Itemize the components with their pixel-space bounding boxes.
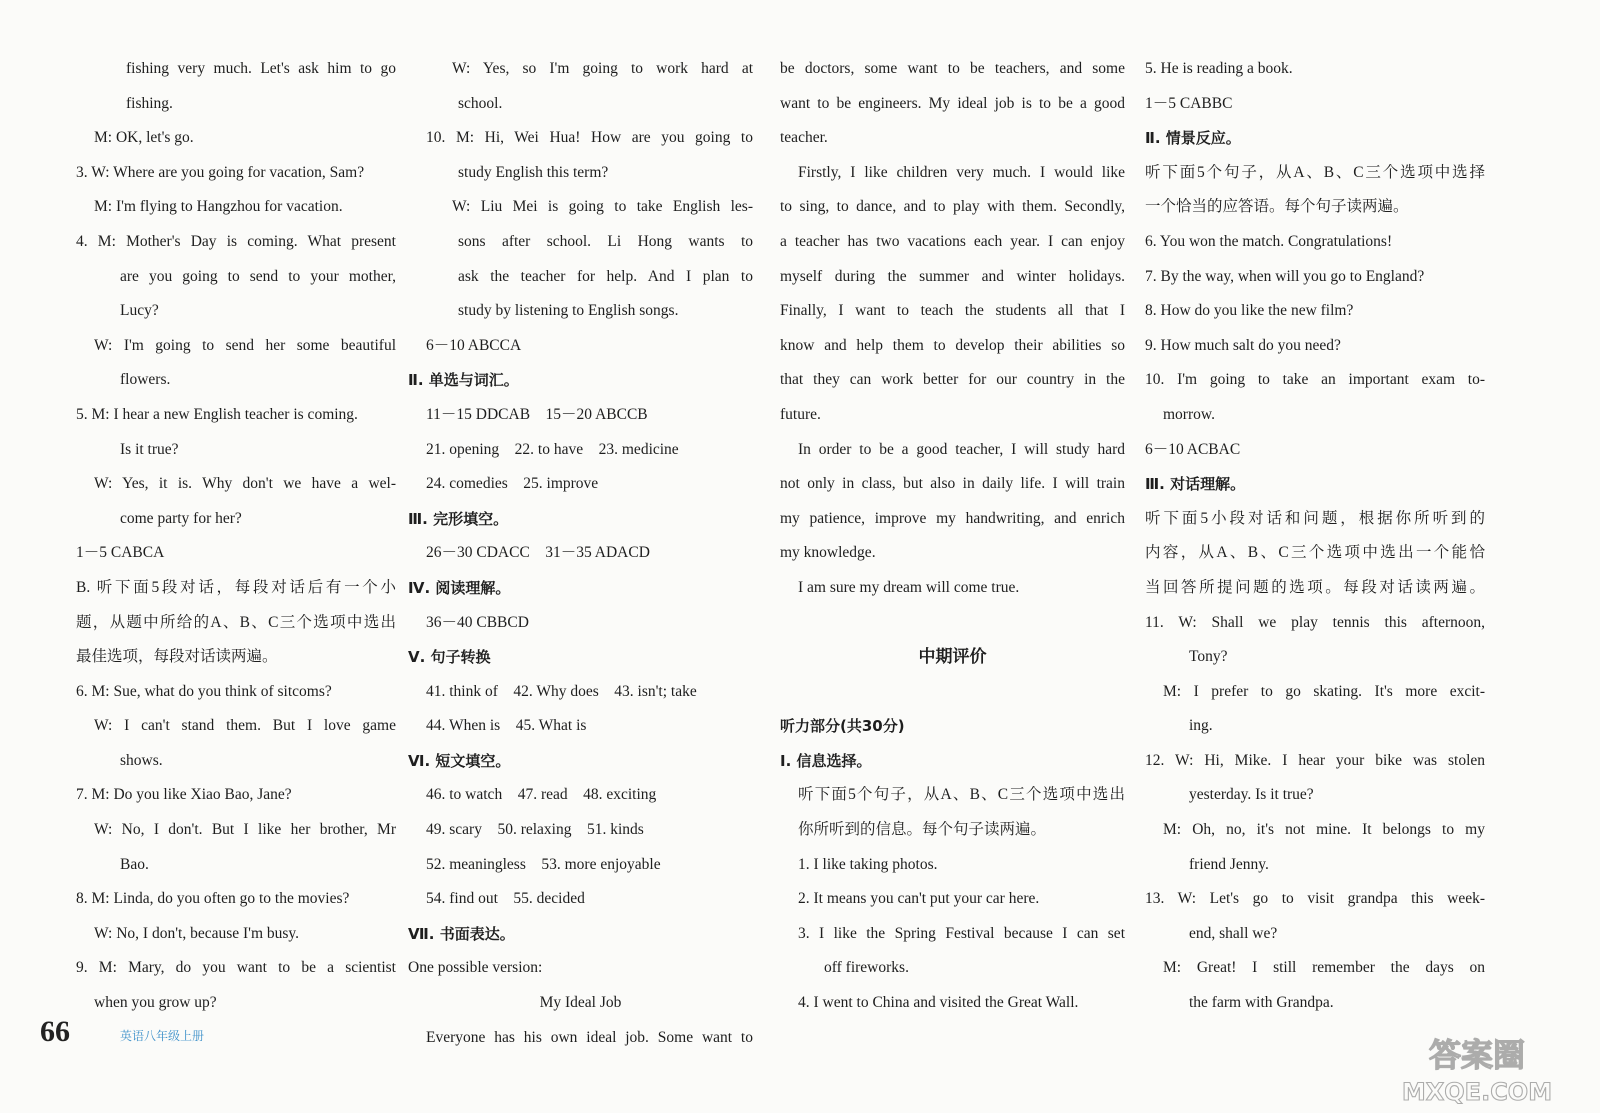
text-line: Tony?: [1189, 648, 1228, 666]
text-line: 3. I like the Spring Festival because I can set: [798, 924, 1125, 942]
text-line: 4. M: Mother's Day is coming. What present: [76, 232, 396, 250]
text-line: In order to be a good teacher, I will study hard: [798, 440, 1125, 458]
text-line: W: No, I don't. But I like her brother, Mr: [94, 821, 396, 839]
text-line: school.: [458, 94, 503, 112]
text-line: are you going to send to your mother,: [120, 267, 396, 285]
text-line: 9. How much salt do you need?: [1145, 336, 1341, 354]
text-line: 内容，从A、B、C三个选项中选出一个能恰: [1145, 544, 1485, 562]
text-line: study by listening to English songs.: [458, 302, 679, 320]
text-line: 3. W: Where are you going for vacation, Sam?: [76, 163, 365, 181]
text-line: 6. You won the match. Congratulations!: [1145, 232, 1393, 250]
text-line: end, shall we?: [1189, 924, 1278, 942]
text-line: Finally, I want to teach the students all that I: [780, 302, 1125, 320]
text-line: sons after school. Li Hong wants to: [458, 232, 753, 250]
text-line: friend Jenny.: [1189, 855, 1269, 873]
text-line: 最佳选项，每段对话读两遍。: [76, 648, 278, 666]
text-line: Firstly, I like children very much. I would like: [798, 163, 1125, 181]
text-line: 当回答所提问题的选项。每段对话读两遍。: [1145, 578, 1485, 596]
text-line: 12. W: Hi, Mike. I hear your bike was stolen: [1145, 751, 1485, 769]
text-line: 24. comedies 25. improve: [426, 475, 599, 493]
svg-text:MXQE.COM: MXQE.COM: [1401, 1078, 1553, 1106]
text-line: M: Oh, no, it's not mine. It belongs to my: [1163, 821, 1485, 839]
text-line: off fireworks.: [824, 959, 909, 977]
text-line: not only in class, but also in daily life. I will train: [780, 475, 1125, 493]
column-4: [1145, 52, 1485, 1021]
text-line: to sing, to dance, and to play with them. Secondly,: [780, 198, 1125, 216]
text-line: M: I'm flying to Hangzhou for vacation.: [94, 198, 343, 216]
text-line: W: No, I don't, because I'm busy.: [94, 924, 300, 942]
text-line: 4. I went to China and visited the Great Wall.: [798, 994, 1079, 1012]
text-line: Lucy?: [120, 302, 159, 320]
text-line: that they can work better for our country in the: [780, 371, 1125, 389]
column-3: [780, 52, 1125, 1021]
text-line: 54. find out 55. decided: [426, 890, 585, 908]
column-2: [408, 52, 753, 1055]
text-line: 2. It means you can't put your car here.: [798, 890, 1040, 908]
text-line: 8. M: Linda, do you often go to the movies?: [76, 890, 350, 908]
text-line: myself during the summer and winter holidays.: [780, 267, 1125, 285]
text-line: 5. He is reading a book.: [1145, 60, 1293, 77]
section-heading: Ⅵ. 短文填空。: [408, 751, 511, 770]
text-line: a teacher has two vacations each year. I can enjoy: [780, 232, 1125, 250]
text-line: 52. meaningless 53. more enjoyable: [426, 855, 661, 873]
text-line: ing.: [1189, 717, 1213, 735]
text-line: Bao.: [120, 855, 149, 873]
text-line: 7. M: Do you like Xiao Bao, Jane?: [76, 786, 292, 804]
column-1: [76, 52, 396, 1021]
text-line: I am sure my dream will come true.: [798, 578, 1020, 596]
text-line: fishing.: [126, 94, 173, 112]
text-line: study English this term?: [458, 163, 609, 181]
section-heading: Ⅰ. 信息选择。: [780, 751, 872, 770]
text-line: M: Great! I still remember the days on: [1163, 959, 1485, 977]
text-line: my knowledge.: [780, 544, 876, 562]
text-line: 一个恰当的应答语。每个句子读两遍。: [1145, 198, 1409, 216]
text-line: Is it true?: [120, 440, 179, 458]
text-line: M: I prefer to go skating. It's more excit-: [1163, 682, 1485, 700]
section-heading: Ⅲ. 完形填空。: [408, 509, 509, 528]
text-line: [780, 675, 1125, 710]
text-line: 题，从题中所给的A、B、C三个选项中选出: [76, 613, 396, 631]
text-line: my patience, improve my handwriting, and enrich: [780, 509, 1125, 527]
section-heading: Ⅶ. 书面表达。: [408, 924, 515, 943]
text-line: B. 听下面5段对话，每段对话后有一个小: [76, 578, 396, 596]
text-line: W: Yes, so I'm going to work hard at: [452, 60, 753, 77]
text-line: shows.: [120, 751, 163, 769]
text-line: 11－15 DDCAB 15－20 ABCCB: [426, 405, 648, 423]
text-line: W: Liu Mei is going to take English les-: [452, 198, 753, 216]
text-line: 21. opening 22. to have 23. medicine: [426, 440, 679, 458]
text-line: M: OK, let's go.: [94, 129, 194, 147]
text-line: W: Yes, it is. Why don't we have a wel-: [94, 475, 396, 493]
text-line: morrow.: [1163, 405, 1215, 423]
text-line: 6－10 ABCCA: [426, 336, 522, 354]
text-line: 10. M: Hi, Wei Hua! How are you going to: [426, 129, 753, 147]
text-line: 1－5 CABBC: [1145, 94, 1233, 112]
text-line: 1－5 CABCA: [76, 544, 165, 562]
text-line: 11. W: Shall we play tennis this afternoon,: [1145, 613, 1485, 631]
section-heading: Ⅱ. 单选与词汇。: [408, 371, 519, 390]
text-line: 听下面5个句子，从A、B、C三个选项中选择: [1145, 163, 1485, 181]
section-heading: Ⅱ. 情景反应。: [1145, 129, 1241, 148]
text-line: 46. to watch 47. read 48. exciting: [426, 786, 657, 804]
section-heading: Ⅴ. 句子转换: [408, 648, 491, 667]
text-line: [780, 606, 1125, 641]
text-line: 26－30 CDACC 31－35 ADACD: [426, 544, 650, 562]
page-number: 66: [40, 1015, 70, 1048]
text-line: 10. I'm going to take an important exam to-: [1145, 371, 1485, 389]
text-line: 6. M: Sue, what do you think of sitcoms?: [76, 682, 332, 700]
text-line: 8. How do you like the new film?: [1145, 302, 1354, 320]
text-line: 7. By the way, when will you go to England?: [1145, 267, 1425, 285]
text-line: when you grow up?: [94, 994, 217, 1012]
text-line: 5. M: I hear a new English teacher is coming.: [76, 405, 358, 423]
text-line: ask the teacher for help. And I plan to: [458, 267, 753, 285]
text-line: 1. I like taking photos.: [798, 855, 938, 873]
text-line: the farm with Grandpa.: [1189, 994, 1334, 1012]
text-line: 听下面5个句子，从A、B、C三个选项中选出: [798, 786, 1125, 804]
book-title: 英语八年级上册: [120, 1029, 205, 1043]
section-heading: Ⅲ. 对话理解。: [1145, 475, 1246, 494]
text-line: 49. scary 50. relaxing 51. kinds: [426, 821, 644, 839]
text-line: 41. think of 42. Why does 43. isn't; take: [426, 682, 697, 700]
watermark-logo: [1392, 1028, 1562, 1108]
text-line: 6－10 ACBAC: [1145, 440, 1241, 458]
text-line: yesterday. Is it true?: [1189, 786, 1314, 804]
section-heading: 中期评价: [918, 647, 987, 668]
text-line: 听下面5小段对话和问题，根据你所听到的: [1145, 509, 1485, 527]
text-line: 13. W: Let's go to visit grandpa this week-: [1145, 890, 1485, 908]
text-line: Everyone has his own ideal job. Some want to: [426, 1028, 753, 1046]
text-line: W: I'm going to send her some beautiful: [94, 336, 396, 354]
text-line: 你所听到的信息。每个句子读两遍。: [798, 821, 1047, 839]
text-line: 9. M: Mary, do you want to be a scientist: [76, 959, 396, 977]
text-line: be doctors, some want to be teachers, and some: [780, 60, 1125, 77]
text-line: One possible version:: [408, 959, 543, 977]
text-line: 44. When is 45. What is: [426, 717, 587, 735]
text-line: flowers.: [120, 371, 171, 389]
text-line: W: I can't stand them. But I love game: [94, 717, 396, 735]
text-line: fishing very much. Let's ask him to go: [126, 60, 396, 77]
text-line: future.: [780, 405, 821, 423]
section-heading: 听力部分(共30分): [780, 717, 905, 736]
text-line: teacher.: [780, 129, 828, 147]
text-line: 36－40 CBBCD: [426, 613, 529, 631]
text-line: My Ideal Job: [539, 994, 622, 1012]
section-heading: Ⅳ. 阅读理解。: [408, 578, 511, 597]
text-line: come party for her?: [120, 509, 242, 527]
svg-text:答案圈: 答案圈: [1428, 1036, 1526, 1074]
text-line: know and help them to develop their abilities so: [780, 336, 1125, 354]
text-line: want to be engineers. My ideal job is to be a good: [780, 94, 1125, 112]
